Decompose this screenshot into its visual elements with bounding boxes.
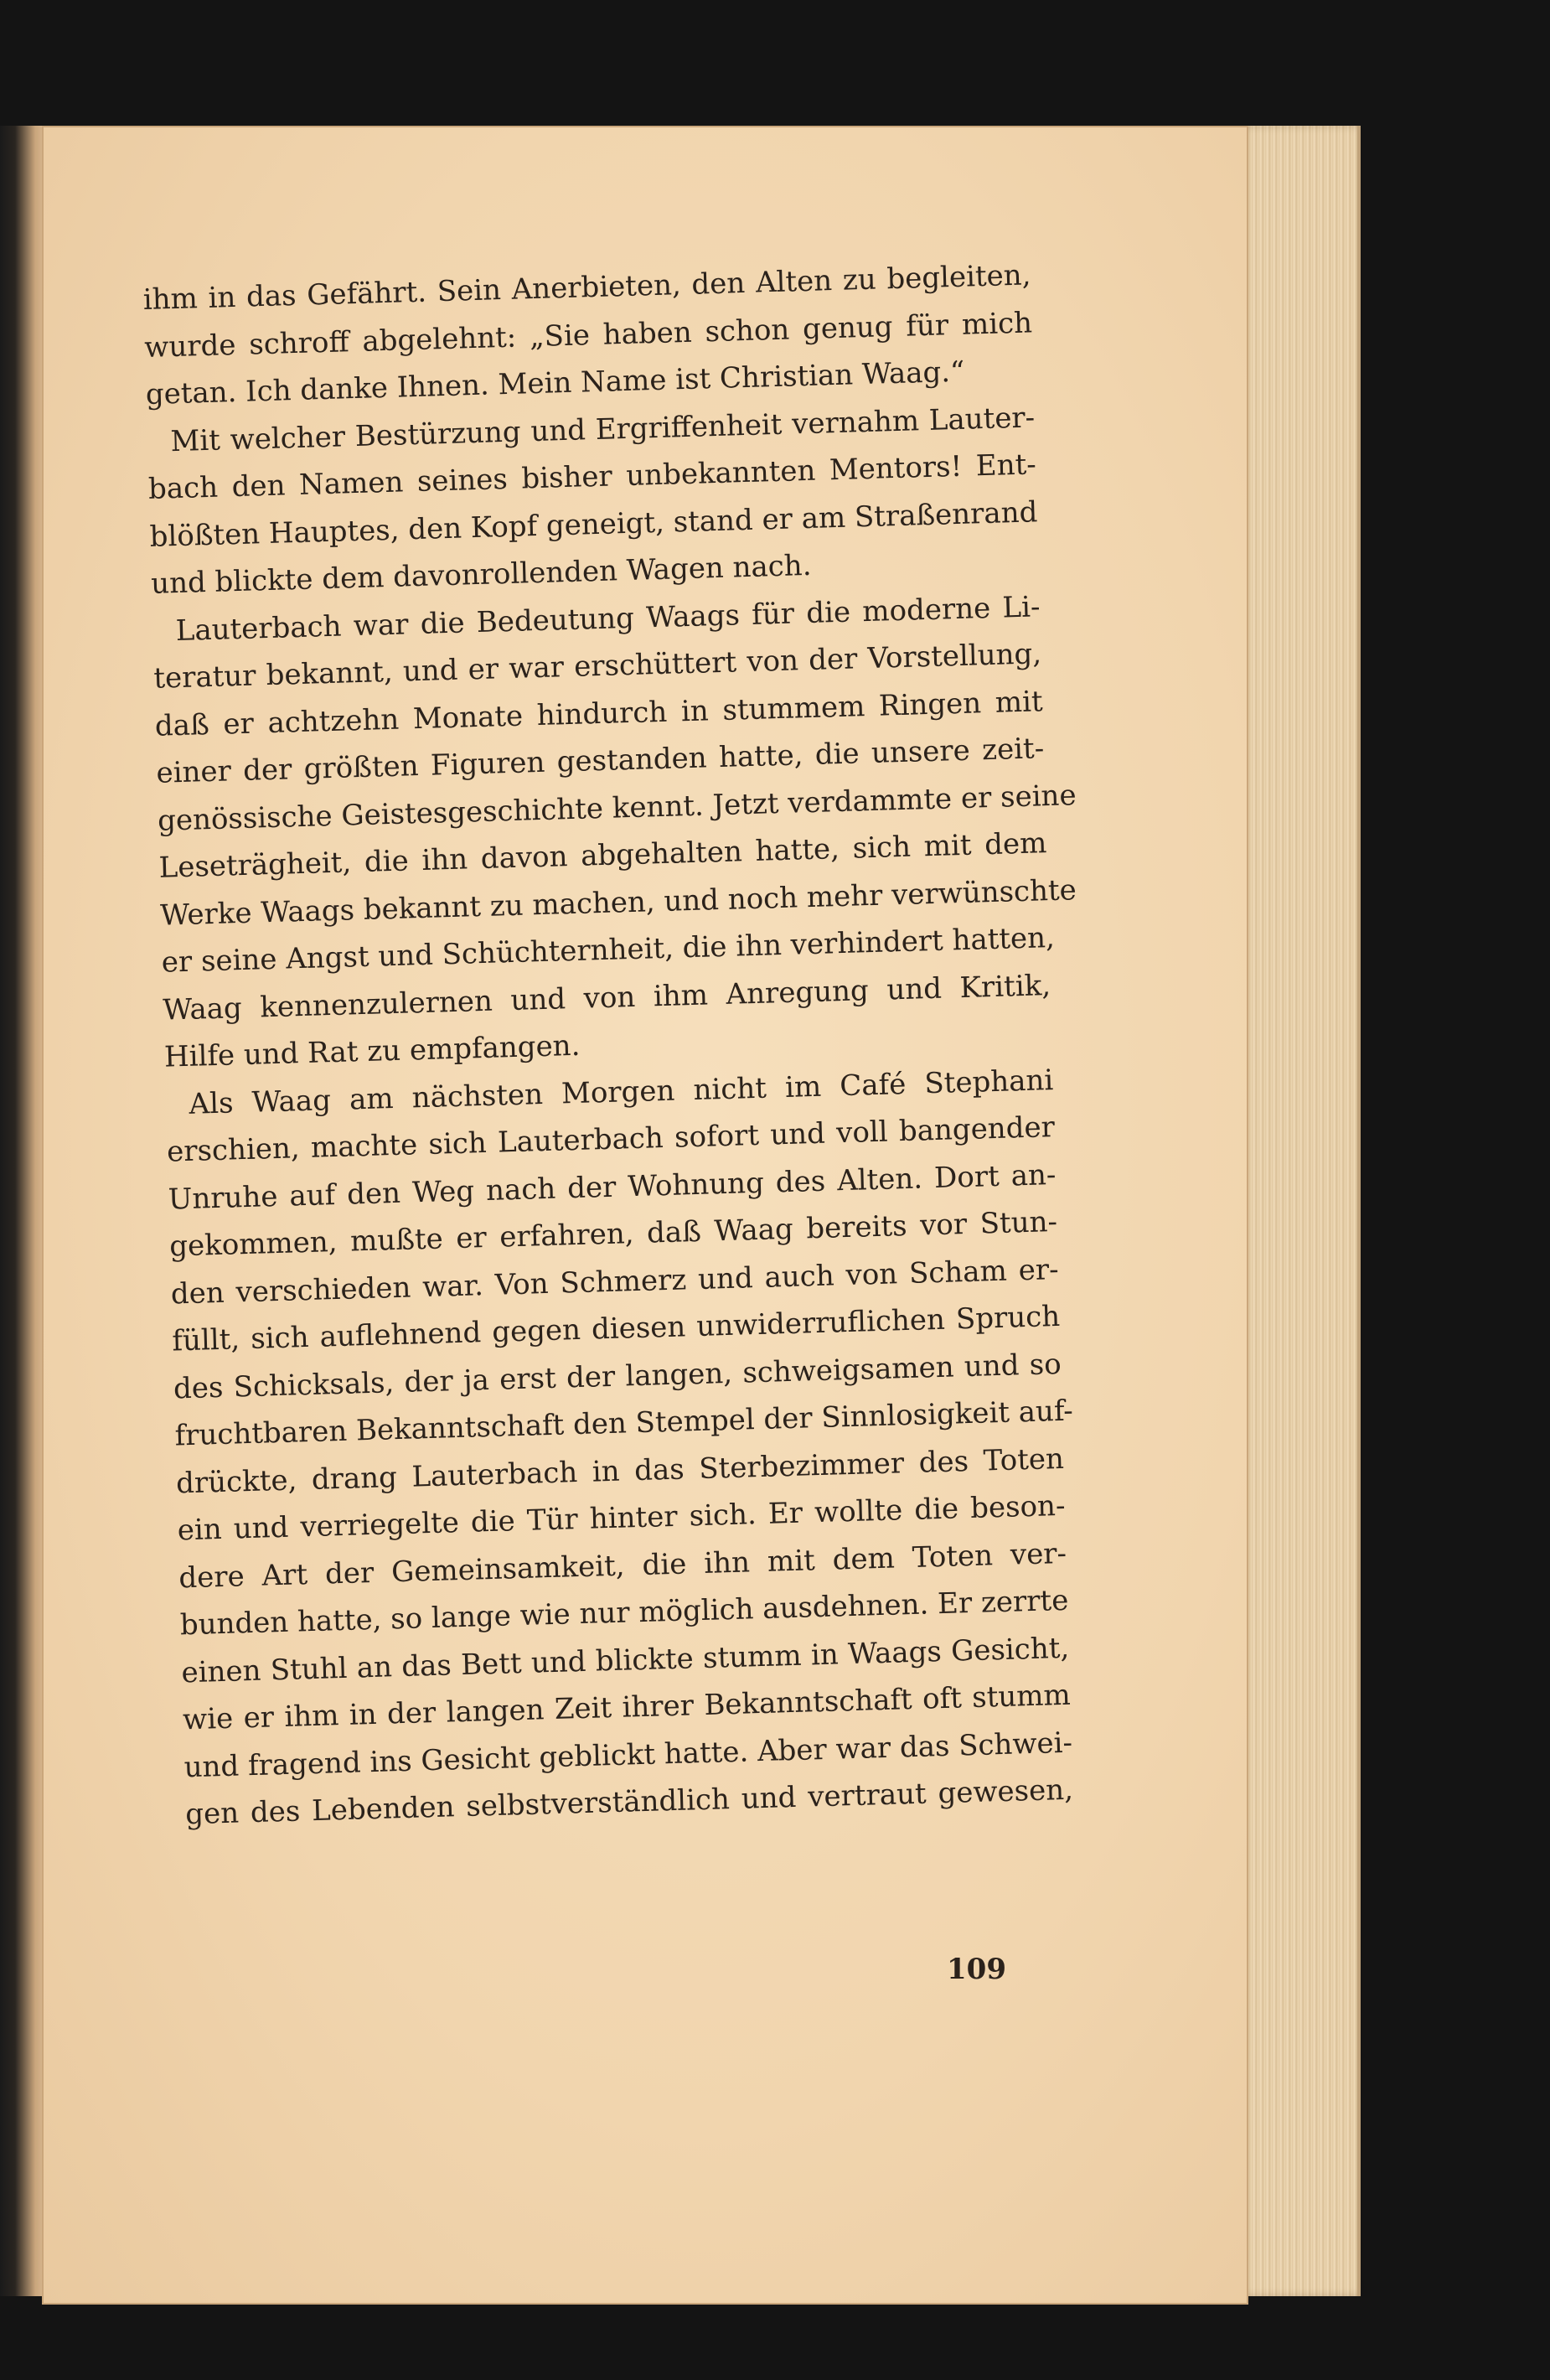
text-line: des Schicksals, der ja erst der langen, schweigsamen und so	[173, 1347, 1062, 1405]
text-line: ein und verriegelte die Tür hinter sich. Er wollte die beson-	[177, 1488, 1066, 1548]
text-line: erschien, machte sich Lauterbach sofort und voll bangender	[166, 1110, 1056, 1169]
text-line: dere Art der Gemeinsamkeit, die ihn mit dem Toten ver-	[178, 1536, 1067, 1595]
text-line: bach den Namen seines bisher unbekannten Mentors! Ent-	[147, 448, 1037, 506]
text-line: daß er achtzehn Monate hindurch in stummem Ringen mit	[154, 684, 1044, 743]
text-line: fruchtbaren Bekanntschaft den Stempel der Sinnlosigkeit auf-	[174, 1394, 1074, 1453]
text-line: er seine Angst und Schüchternheit, die ihn verhindert hatten,	[161, 920, 1056, 980]
text-line: getan. Ich danke Ihnen. Mein Name ist Christian Waag.“	[145, 354, 965, 411]
text-line: teratur bekannt, und er war erschüttert von der Vorstellung,	[152, 637, 1042, 696]
page-edges	[1232, 126, 1361, 2296]
text-line: einen Stuhl an das Bett und blickte stumm in Waags Gesicht,	[180, 1631, 1070, 1689]
text-line: den verschieden war. Von Schmerz und auch von Scham er-	[170, 1252, 1060, 1312]
body-text	[142, 251, 1077, 1838]
page-number: 109	[947, 1953, 1006, 1986]
text-line: Unruhe auf den Weg nach der Wohnung des Alten. Dort an-	[168, 1157, 1057, 1217]
text-line: wie er ihm in der langen Zeit ihrer Bekanntschaft oft stumm	[182, 1678, 1072, 1737]
text-line: blößten Hauptes, den Kopf geneigt, stand er am Straßenrand	[149, 494, 1038, 554]
text-line: genössische Geistesgeschichte kennt. Jetzt verdammte er seine	[157, 778, 1077, 838]
text-line: gekommen, mußte er erfahren, daß Waag bereits vor Stun-	[168, 1204, 1058, 1264]
book-page	[42, 126, 1248, 2305]
text-line: gen des Lebenden selbstverständlich und vertraut gewesen,	[184, 1772, 1074, 1832]
text-line: einer der größten Figuren gestanden hatte, die unsere zeit-	[155, 732, 1045, 790]
text-line: Waag kennenzulernen und von ihm Anregung und Kritik,	[162, 968, 1051, 1027]
text-line: drückte, drang Lauterbach in das Sterbezimmer des Toten	[175, 1441, 1065, 1500]
text-line: und fragend ins Gesicht geblickt hatte. Aber war das Schwei-	[183, 1726, 1073, 1784]
text-line: füllt, sich auflehnend gegen diesen unwiderruflichen Spruch	[171, 1299, 1061, 1358]
text-line: und blickte dem davonrollenden Wagen nach.	[150, 548, 813, 601]
text-line: wurde schroff abgelehnt: „Sie haben schon genug für mich	[143, 305, 1033, 365]
text-line: Hilfe und Rat zu empfangen.	[163, 1028, 581, 1074]
text-line: Lauterbach war die Bedeutung Waags für die moderne Li-	[175, 589, 1041, 648]
text-line: bunden hatte, so lange wie nur möglich ausdehnen. Er zerrte	[179, 1583, 1069, 1643]
text-line: ihm in das Gefährt. Sein Anerbieten, den Alten zu begleiten,	[142, 258, 1031, 317]
text-line: Werke Waags bekannt zu machen, und noch mehr verwünschte	[159, 872, 1077, 933]
text-line: Leseträgheit, die ihn davon abgehalten hatte, sich mit dem	[158, 826, 1047, 885]
text-line: Mit welcher Bestürzung und Ergriffenheit vernahm Lauter-	[169, 400, 1036, 458]
text-line: Als Waag am nächsten Morgen nicht im Café Stephani	[189, 1063, 1054, 1121]
